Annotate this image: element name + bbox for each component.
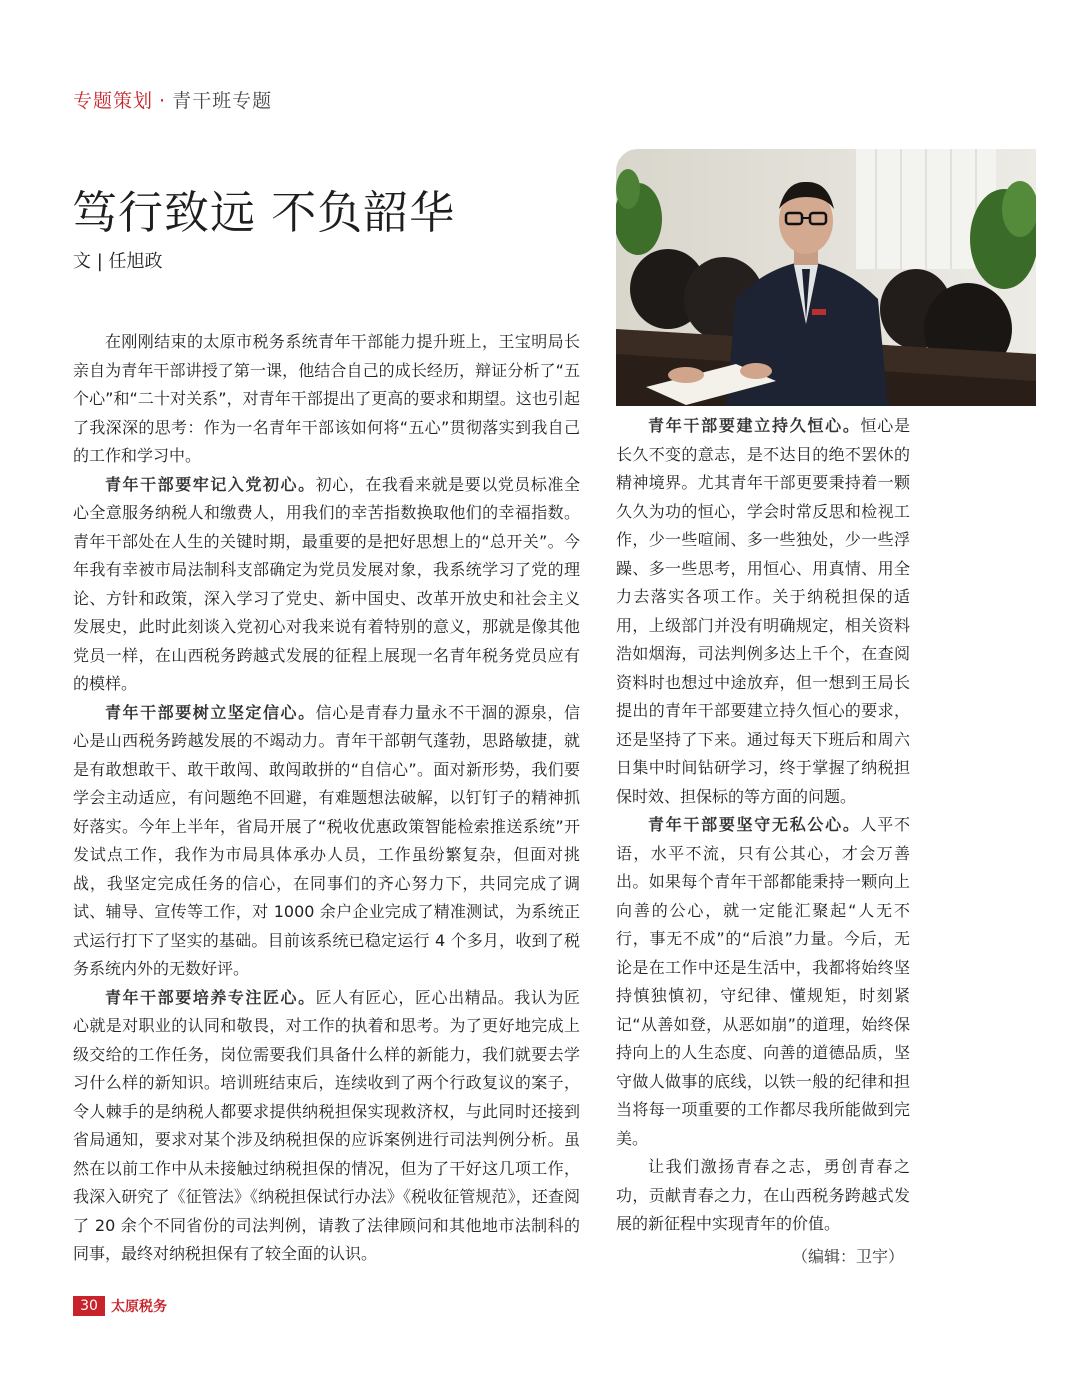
paragraph-lead: 青年干部要牢记入党初心。 [105,474,316,494]
section-category: 专题策划 [73,90,154,112]
body-paragraph: 让我们激扬青春之志，勇创青春之功，贡献青春之力，在山西税务跨越式发展的新征程中实现青年的价值。 [616,1157,910,1233]
body-paragraph: 青年干部要树立坚定信心。信心是青春力量永不干涸的源泉，信心是山西税务跨越发展的不竭动力。青年干部朝气蓬勃，思路敏捷，就是有敢想敢干、敢干敢闯、敢闯敢拼的“自信心”。面对新形势，我们要学会主动适应，有问题绝不回避，有难题想法破解，以钉钉子的精神抓好落实。今年上半年，省局开展了“税收优惠政策智能检索推送系统”开发试点工作，我作为市局具体承办人员，工作虽纷繁复杂，但面对挑战，我坚定完成任务的信心，在同事们的齐心努力下，共同完成了调试、辅导、宣传等工作，对 1000 余户企业完成了精准测试，为系统正式运行打下了坚实的基础。目前该系统已稳定运行 4 个多月，收到了税务系统内外的无数好评。 [73,702,580,978]
portrait-photo [616,149,1036,406]
article-body-left [73,328,580,1269]
paragraph-lead: 青年干部要树立坚定信心。 [105,702,316,722]
section-header [73,86,272,113]
header-separator: · [159,90,167,112]
body-paragraph: 青年干部要牢记入党初心。初心，在我看来就是要以党员标准全心全意服务纳税人和缴费人，用我们的幸苦指数换取他们的幸福指数。青年干部处在人生的关键时期，最重要的是把好思想上的“总开关”。今年我有幸被市局法制科支部确定为党员发展对象，我系统学习了党的理论、方针和政策，深入学习了党史、新中国史、改革开放史和社会主义发展史，此时此刻谈入党初心对我来说有着特别的意义，那就是像其他党员一样，在山西税务跨越式发展的征程上展现一名青年税务党员应有的模样。 [73,474,580,693]
paragraph-lead: 青年干部要建立持久恒心。 [648,416,861,435]
article-author: 文 | 任旭政 [73,251,163,272]
page-number: 30 [73,1296,105,1316]
body-paragraph: 青年干部要建立持久恒心。恒心是长久不变的意志，是不达目的绝不罢休的精神境界。尤其青年干部更要秉持着一颗久久为功的恒心，学会时常反思和检视工作，少一些喧闹、多一些独处，少一些浮躁、多一些思考，用恒心、用真情、用全力去落实各项工作。关于纳税担保的适用，上级部门并没有明确规定，相关资料浩如烟海，司法判例多达上千个，在查阅资料时也想过中途放弃，但一想到王局长提出的青年干部要建立持久恒心的要求，还是坚持了下来。通过每天下班后和周六日集中时间钻研学习，终于掌握了纳税担保时效、担保标的等方面的问题。 [616,416,910,806]
body-paragraph: 在刚刚结束的太原市税务系统青年干部能力提升班上，王宝明局长亲自为青年干部讲授了第一课，他结合自己的成长经历，辩证分析了“五个心”和“二十对关系”，对青年干部提出了更高的要求和期望。这也引起了我深深的思考：作为一名青年干部该如何将“五心”贯彻落实到我自己的工作和学习中。 [73,332,580,465]
section-subcategory: 青干班专题 [172,90,273,112]
article-body-right [616,412,910,1239]
body-paragraph: 青年干部要培养专注匠心。匠人有匠心，匠心出精品。我认为匠心就是对职业的认同和敬畏，对工作的执着和思考。为了更好地完成上级交给的工作任务，岗位需要我们具备什么样的新能力，我们就要去学习什么样的新知识。培训班结束后，连续收到了两个行政复议的案子，令人棘手的是纳税人都要求提供纳税担保实现救济权，与此同时还接到省局通知，要求对某个涉及纳税担保的应诉案例进行司法判例分析。虽然在以前工作中从未接触过纳税担保的情况，但为了干好这几项工作，我深入研究了《征管法》《纳税担保试行办法》《税收征管规范》，还查阅了 20 余个不同省份的司法判例，请教了法律顾问和其他地市法制科的同事，最终对纳税担保有了较全面的认识。 [73,987,580,1263]
article-title: 笃行致远 不负韶华 [72,186,456,239]
body-paragraph: 青年干部要坚守无私公心。人平不语，水平不流，只有公其心，才会万善出。如果每个青年干部都能秉持一颗向上向善的公心，就一定能汇聚起“人无不行，事无不成”的“后浪”力量。今后，无论是在工作中还是生活中，我都将始终坚持慎独慎初，守纪律、懂规矩，时刻紧记“从善如登，从恶如崩”的道理，始终保持向上的人生态度、向善的道德品质，坚守做人做事的底线，以铁一般的纪律和担当将每一项重要的工作都尽我所能做到完美。 [616,815,910,1148]
editor-credit: （编辑：卫宇） [791,1247,904,1266]
paragraph-lead: 青年干部要培养专注匠心。 [105,987,316,1007]
magazine-name: 太原税务 [111,1299,167,1315]
paragraph-lead: 青年干部要坚守无私公心。 [648,815,861,834]
page-footer [73,1296,167,1316]
